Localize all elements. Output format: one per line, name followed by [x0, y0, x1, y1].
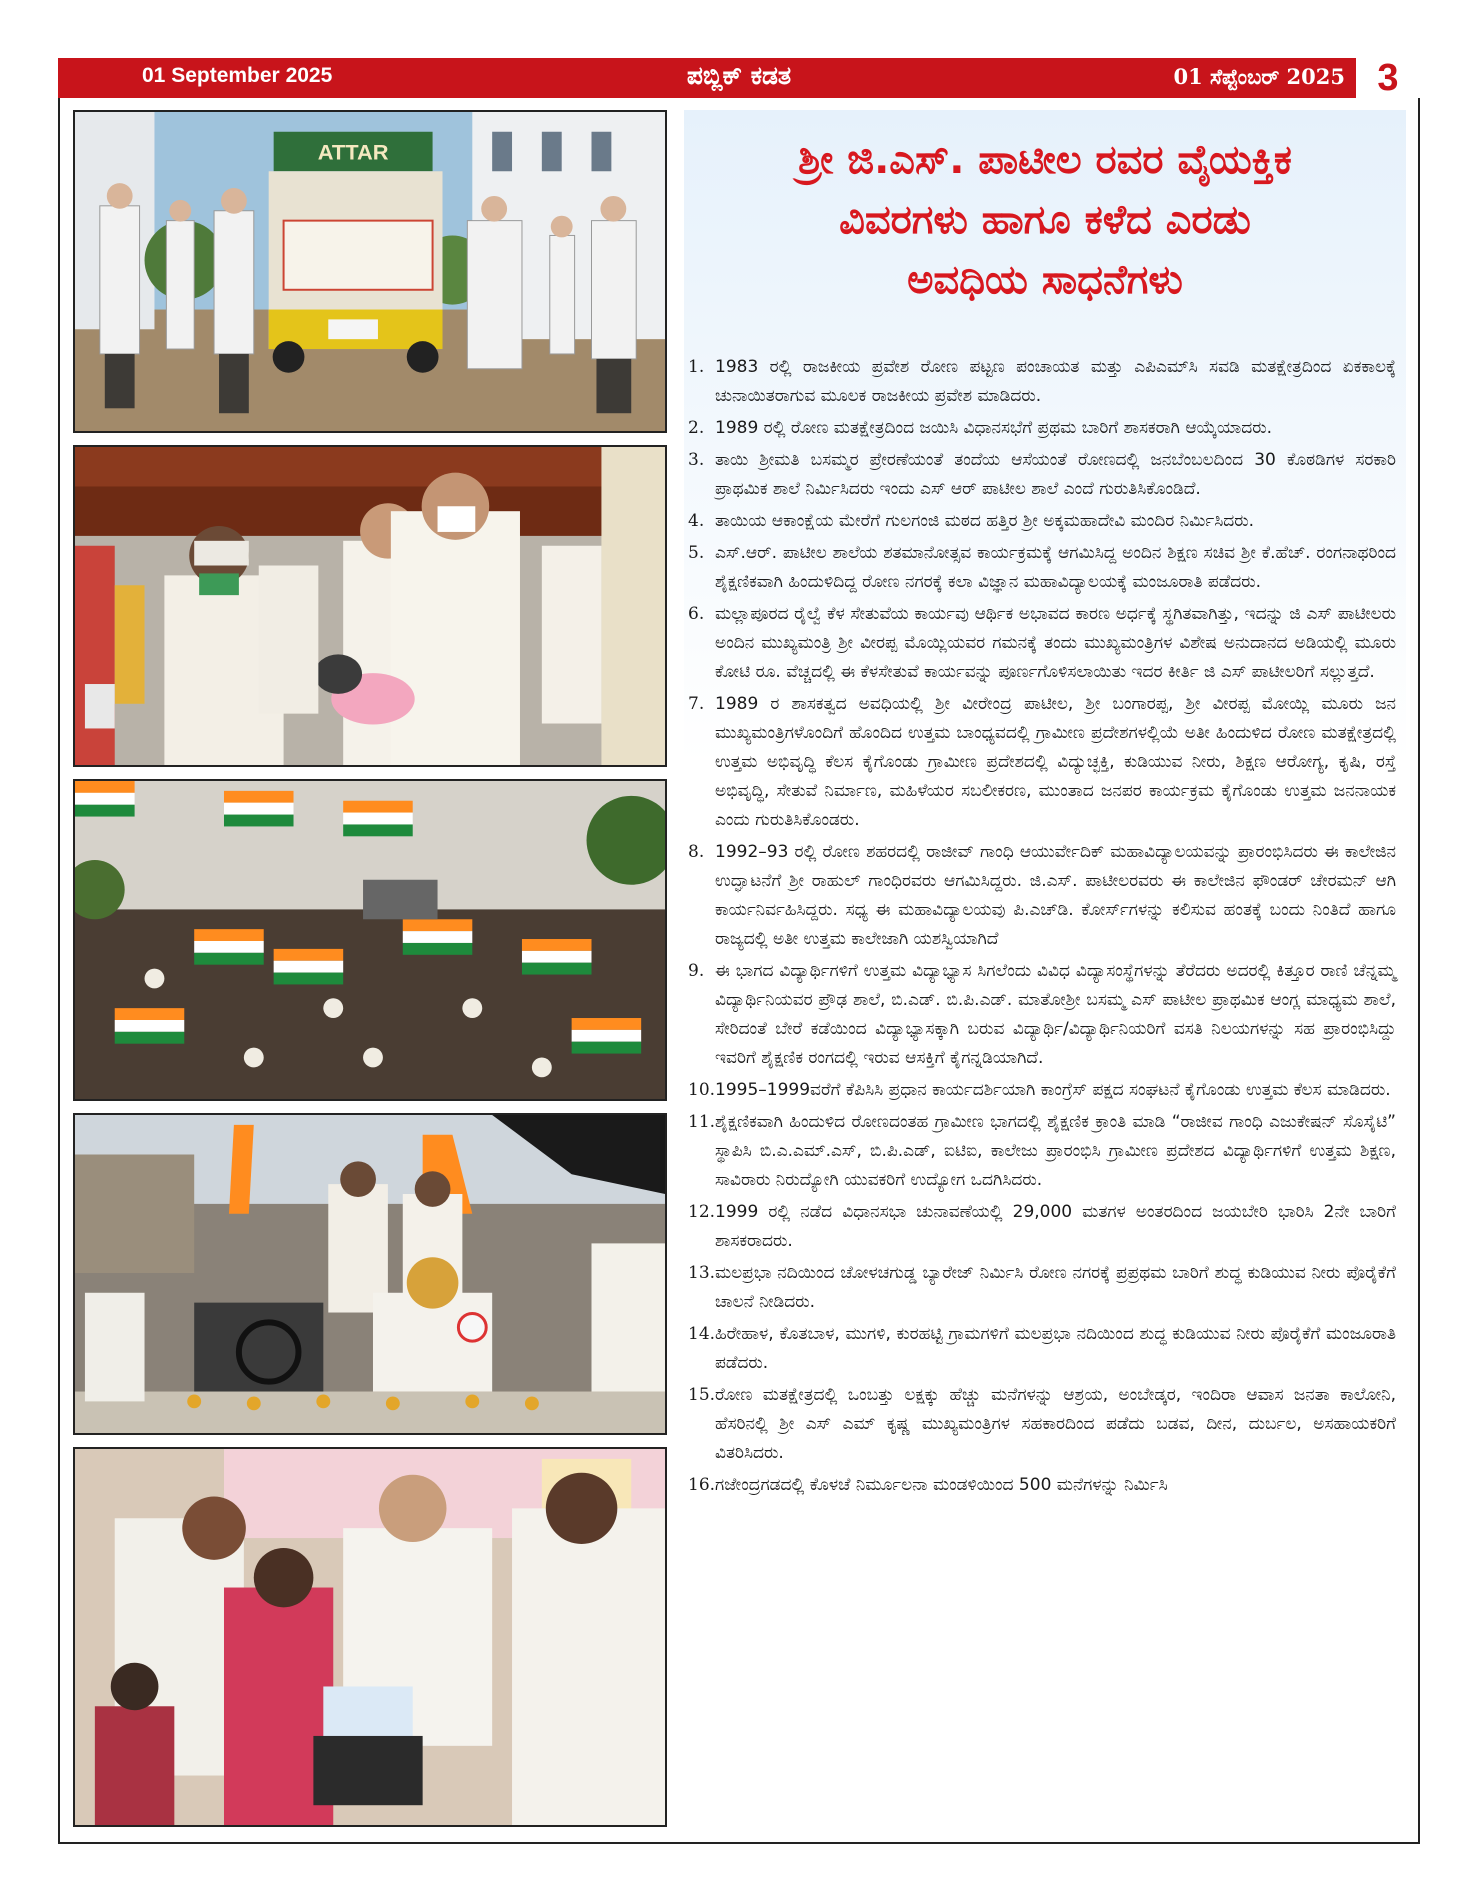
- list-item: 4. ತಾಯಿಯ ಆಕಾಂಕ್ಷೆಯ ಮೇರೆಗೆ ಗುಲಗಂಜಿ ಮಠದ ಹತ್ತಿರ ಶ್ರೀ ಅಕ್ಕಮಹಾದೇವಿ ಮಂದಿರ ನಿರ್ಮಿಸಿದರು.: [688, 511, 1255, 531]
- title-line-2: ವಿವರಗಳು ಹಾಗೂ ಕಳೆದ ಎರಡು: [839, 197, 1251, 243]
- list-item: 7. 1989 ರ ಶಾಸಕತ್ವದ ಅವಧಿಯಲ್ಲಿ ಶ್ರೀ ವೀರೇಂದ್ರ ಪಾಟೀಲ, ಶ್ರೀ ಬಂಗಾರಪ್ಪ, ಶ್ರೀ ವೀರಪ್ಪ ಮೋಯ್ಲಿ ಮೂರು ಜನ ಮುಖ್ಯಮಂತ್ರಿಗಳೊಂದಿಗೆ ಹೊಂದಿದ ಉತ್ತಮ ಬಾಂಧ್ಯವದಲ್ಲಿ ಗ್ರಾಮೀಣ ಪ್ರದೇಶಗಳಲ್ಲಿಯೆ ಅತೀ ಹಿಂದುಳಿದ ರೋಣ ಮತಕ್ಷೇತ್ರದಲ್ಲಿ ಉತ್ತಮ ಅಭಿವೃದ್ಧಿ ಕೆಲಸ ಕೈಗೊಂಡು ಗ್ರಾಮೀಣ ಪ್ರದೇಶದಲ್ಲಿ ವಿದ್ಯುಚ್ಛಕ್ತಿ, ಕುಡಿಯುವ ನೀರು, ಶಿಕ್ಷಣ ಆರೋಗ್ಯ, ಕೃಷಿ, ರಸ್ತೆ ಅಭಿವೃದ್ಧಿ, ಸೇತುವೆ ನಿರ್ಮಾಣ, ಮಹಿಳೆಯರ ಸಬಲೀಕರಣ, ಮುಂತಾದ ಜನಪರ ಕಾರ್ಯಕ್ರಮ ಕೈಗೊಂಡು ಉತ್ತಮ ಜನನಾಯಕ ಎಂದು ಗುರುತಿಸಿಕೊಂಡರು.: [688, 694, 1396, 830]
- list-item: 5. ಎಸ್.ಆರ್. ಪಾಟೀಲ ಶಾಲೆಯ ಶತಮಾನೋತ್ಸವ ಕಾರ್ಯಕ್ರಮಕ್ಕೆ ಆಗಮಿಸಿದ್ದ ಅಂದಿನ ಶಿಕ್ಷಣ ಸಚಿವ ಶ್ರೀ ಕೆ.ಹೆಚ್. ರಂಗನಾಥರಿಂದ ಶೈಕ್ಷಣಿಕವಾಗಿ ಹಿಂದುಳಿದಿದ್ದ ರೋಣ ನಗರಕ್ಕೆ ಕಲಾ ವಿಜ್ಞಾನ ಮಹಾವಿದ್ಯಾಲಯಕ್ಕೆ ಮಂಜೂರಾತಿ ಪಡೆದರು.: [688, 543, 1396, 592]
- title-line-3: ಅವಧಿಯ ಸಾಧನೆಗಳು: [907, 257, 1183, 303]
- list-item: 14. ಹಿರೇಹಾಳ, ಕೊತಬಾಳ, ಮುಗಳಿ, ಕುರಹಟ್ಟಿ ಗ್ರಾಮಗಳಿಗೆ ಮಲಪ್ರಭಾ ನದಿಯಿಂದ ಶುದ್ಧ ಕುಡಿಯುವ ನೀರು ಪೊರೈಕೆಗೆ ಮಂಜೂರಾತಿ ಪಡೆದರು.: [688, 1324, 1396, 1373]
- article-title: [684, 130, 1406, 310]
- list-item: 11. ಶೈಕ್ಷಣಿಕವಾಗಿ ಹಿಂದುಳಿದ ರೋಣದಂತಹ ಗ್ರಾಮೀಣ ಭಾಗದಲ್ಲಿ ಶೈಕ್ಷಣಿಕ ಕ್ರಾಂತಿ ಮಾಡಿ “ರಾಜೀವ ಗಾಂಧಿ ಎಜುಕೇಷನ್ ಸೊಸೈಟಿ” ಸ್ಥಾಪಿಸಿ ಬಿ.ಎ.ಎಮ್.ಎಸ್, ಬಿ.ಪಿ.ಎಡ್, ಐಟಿಐ, ಕಾಲೇಜು ಪ್ರಾರಂಭಿಸಿ ಗ್ರಾಮೀಣ ಪ್ರದೇಶದ ವಿದ್ಯಾರ್ಥಿಗಳಿಗೆ ಉತ್ತಮ ಶಿಕ್ಷಣ, ಸಾವಿರಾರು ನಿರುದ್ಯೋಗಿ ಯುವಕರಿಗೆ ಉದ್ಯೋಗ ಒದಗಿಸಿದರು.: [688, 1112, 1396, 1190]
- date-english: 01 September 2025: [142, 64, 333, 87]
- list-item: 6. ಮಲ್ಲಾಪೂರದ ರೈಲ್ವೆ ಕೆಳ ಸೇತುವೆಯ ಕಾರ್ಯವು ಆರ್ಥಿಕ ಅಭಾವದ ಕಾರಣ ಅರ್ಧಕ್ಕೆ ಸ್ಥಗಿತವಾಗಿತ್ತು, ಇದನ್ನು ಜಿ ಎಸ್ ಪಾಟೀಲರು ಅಂದಿನ ಮುಖ್ಯಮಂತ್ರಿ ಶ್ರೀ ವೀರಪ್ಪ ಮೊಯ್ಲಿಯವರ ಗಮನಕ್ಕೆ ತಂದು ಮುಖ್ಯಮಂತ್ರಿಗಳ ವಿಶೇಷ ಅನುದಾನದ ಅಡಿಯಲ್ಲಿ ಮೂರು ಕೋಟಿ ರೂ. ವೆಚ್ಚದಲ್ಲಿ ಈ ಕೆಳಸೇತುವೆ ಕಾರ್ಯವನ್ನು ಪೂರ್ಣಗೊಳಿಸಲಾಯಿತು ಇದರ ಕೀರ್ತಿ ಜಿ ಎಸ್ ಪಾಟೀಲರಿಗೆ ಸಲ್ಲುತ್ತದೆ.: [688, 604, 1396, 682]
- list-item: 9. ಈ ಭಾಗದ ವಿದ್ಯಾರ್ಥಿಗಳಿಗೆ ಉತ್ತಮ ವಿದ್ಯಾಭ್ಯಾಸ ಸಿಗಲೆಂದು ವಿವಿಧ ವಿದ್ಯಾಸಂಸ್ಥೆಗಳನ್ನು ತೆರೆದರು ಅದರಲ್ಲಿ ಕಿತ್ತೂರ ರಾಣಿ ಚೆನ್ನಮ್ಮ ವಿದ್ಯಾರ್ಥಿನಿಯವರ ಪ್ರೌಢ ಶಾಲೆ, ಬಿ.ಎಡ್. ಬಿ.ಪಿ.ಎಡ್. ಮಾತೋಶ್ರೀ ಬಸಮ್ಮ ಎಸ್ ಪಾಟೀಲ ಪ್ರಾಥಮಿಕ ಆಂಗ್ಲ ಮಾಧ್ಯಮ ಶಾಲೆ, ಸೇರಿದಂತೆ ಬೇರೆ ಕಡೆಯಿಂದ ವಿದ್ಯಾಭ್ಯಾಸಕ್ಕಾಗಿ ಬರುವ ವಿದ್ಯಾರ್ಥಿ/ವಿದ್ಯಾರ್ಥಿನಿಯರಿಗೆ ವಸತಿ ನಿಲಯಗಳನ್ನು ಸಹ ಪ್ರಾರಂಭಿಸಿದ್ದು ಇವರಿಗೆ ಶೈಕ್ಷಣಿಕ ರಂಗದಲ್ಲಿ ಇರುವ ಆಸಕ್ತಿಗೆ ಕೈಗನ್ನಡಿಯಾಗಿದೆ.: [688, 961, 1396, 1068]
- list-item: 13. ಮಲಪ್ರಭಾ ನದಿಯಿಂದ ಚೋಳಚಗುಡ್ಡ ಬ್ಯಾರೇಜ್ ನಿರ್ಮಿಸಿ ರೋಣ ನಗರಕ್ಕೆ ಪ್ರಪ್ರಥಮ ಬಾರಿಗೆ ಶುದ್ಧ ಕುಡಿಯುವ ನೀರು ಪೊರೈಕೆಗೆ ಚಾಲನೆ ನೀಡಿದರು.: [688, 1263, 1396, 1312]
- list-item: 1. 1983 ರಲ್ಲಿ ರಾಜಕೀಯ ಪ್ರವೇಶ ರೋಣ ಪಟ್ಟಣ ಪಂಚಾಯತ ಮತ್ತು ಎಪಿಎಮ್‌ಸಿ ಸವಡಿ ಮತಕ್ಷೇತ್ರದಿಂದ ಏಕಕಾಲಕ್ಕೆ ಚುನಾಯಿತರಾಗುವ ಮೂಲಕ ರಾಜಕೀಯ ಪ್ರವೇಶ ಮಾಡಿದರು.: [688, 357, 1396, 406]
- list-item: 15. ರೋಣ ಮತಕ್ಷೇತ್ರದಲ್ಲಿ ಒಂಬತ್ತು ಲಕ್ಷಕ್ಕು ಹೆಚ್ಚು ಮನೆಗಳನ್ನು ಆಶ್ರಯ, ಅಂಬೇಡ್ಕರ, ಇಂದಿರಾ ಆವಾಸ ಜನತಾ ಕಾಲೋನಿ, ಹೆಸರಿನಲ್ಲಿ ಶ್ರೀ ಎಸ್ ಎಮ್ ಕೃಷ್ಣ ಮುಖ್ಯಮಂತ್ರಿಗಳ ಸಹಕಾರದಿಂದ ಪಡೆದು ಬಡವ, ದೀನ, ದುರ್ಬಲ, ಅಸಹಾಯಕರಿಗೆ ವಿತರಿಸಿದರು.: [688, 1385, 1396, 1463]
- photo-procession-jeep: [73, 1113, 667, 1435]
- photo-relief-truck: [73, 110, 667, 433]
- list-item: 16. ಗಜೇಂದ್ರಗಡದಲ್ಲಿ ಕೊಳಚೆ ನಿರ್ಮೂಲನಾ ಮಂಡಳಿಯಿಂದ 500 ಮನೆಗಳನ್ನು ನಿರ್ಮಿಸಿ: [688, 1475, 1168, 1495]
- list-item: 2. 1989 ರಲ್ಲಿ ರೋಣ ಮತಕ್ಷೇತ್ರದಿಂದ ಜಯಿಸಿ ವಿಧಾನಸಭೆಗೆ ಪ್ರಥಮ ಬಾರಿಗೆ ಶಾಸಕರಾಗಿ ಆಯ್ಕೆಯಾದರು.: [688, 418, 1273, 438]
- date-kannada: 01 ಸೆಪ್ಟೆಂಬರ್ 2025: [1173, 64, 1345, 89]
- list-item: 3. ತಾಯಿ ಶ್ರೀಮತಿ ಬಸಮ್ಮರ ಪ್ರೇರಣೆಯಂತೆ ತಂದೆಯ ಆಸೆಯಂತೆ ರೋಣದಲ್ಲಿ ಜನಬೆಂಬಲದಿಂದ 30 ಕೊಠಡಿಗಳ ಸರಕಾರಿ ಪ್ರಾಥಮಿಕ ಶಾಲೆ ನಿರ್ಮಿಸಿದರು ಇಂದು ಎಸ್ ಆರ್ ಪಾಟೀಲ ಶಾಲೆ ಎಂದೆ ಗುರುತಿಸಿಕೊಂಡಿದೆ.: [688, 450, 1396, 499]
- truck-plate-text: ATTAR: [317, 139, 389, 165]
- article-column: [684, 110, 1406, 1832]
- list-item: 10. 1995–1999ವರೆಗೆ ಕೆಪಿಸಿಸಿ ಪ್ರಧಾನ ಕಾರ್ಯದರ್ಶಿಯಾಗಿ ಕಾಂಗ್ರೆಸ್ ಪಕ್ಷದ ಸಂಘಟನೆ ಕೈಗೊಂಡು ಉತ್ತಮ ಕೆಲಸ ಮಾಡಿದರು.: [688, 1080, 1391, 1100]
- list-item: 8. 1992–93 ರಲ್ಲಿ ರೋಣ ಶಹರದಲ್ಲಿ ರಾಜೀವ್ ಗಾಂಧಿ ಆಯುರ್ವೇದಿಕ್ ಮಹಾವಿದ್ಯಾಲಯವನ್ನು ಪ್ರಾರಂಭಿಸಿದರು ಈ ಕಾಲೇಜಿನ ಉದ್ಘಾಟನೆಗೆ ಶ್ರೀ ರಾಹುಲ್ ಗಾಂಧಿರವರು ಆಗಮಿಸಿದ್ದರು. ಜಿ.ಎಸ್. ಪಾಟೀಲರವರು ಈ ಕಾಲೇಜಿನ ಫೌಂಡರ್ ಚೇರಮನ್ ಆಗಿ ಕಾರ್ಯನಿರ್ವಹಿಸಿದ್ದರು. ಸಧ್ಯ ಈ ಮಹಾವಿದ್ಯಾಲಯವು ಪಿ.ಎಚ್‌ಡಿ. ಕೋರ್ಸ್‌ಗಳನ್ನು ಕಲಿಸುವ ಹಂತಕ್ಕೆ ಬಂದು ನಿಂತಿದೆ ಹಾಗೂ ರಾಜ್ಯದಲ್ಲಿ ಅತೀ ಉತ್ತಮ ಕಾಲೇಜಾಗಿ ಯಶಸ್ವಿಯಾಗಿದೆ: [688, 842, 1396, 949]
- photo-polio-drop: [73, 1447, 667, 1827]
- photo-rally-flags: [73, 779, 667, 1101]
- page-number: 3: [1356, 58, 1420, 98]
- photo-kit-distribution: [73, 445, 667, 767]
- title-line-1: ಶ್ರೀ ಜಿ.ಎಸ್. ಪಾಟೀಲ ರವರ ವೈಯಕ್ತಿಕ: [798, 137, 1292, 183]
- page-header: [58, 58, 1420, 98]
- masthead: ಪಬ್ಲಿಕ್ ಕಡತ: [686, 61, 792, 90]
- achievements-list: [688, 353, 1396, 1503]
- list-item: 12. 1999 ರಲ್ಲಿ ನಡೆದ ವಿಧಾನಸಭಾ ಚುನಾವಣೆಯಲ್ಲಿ 29,000 ಮತಗಳ ಅಂತರದಿಂದ ಜಯಬೇರಿ ಭಾರಿಸಿ 2ನೇ ಬಾರಿಗೆ ಶಾಸಕರಾದರು.: [688, 1202, 1396, 1251]
